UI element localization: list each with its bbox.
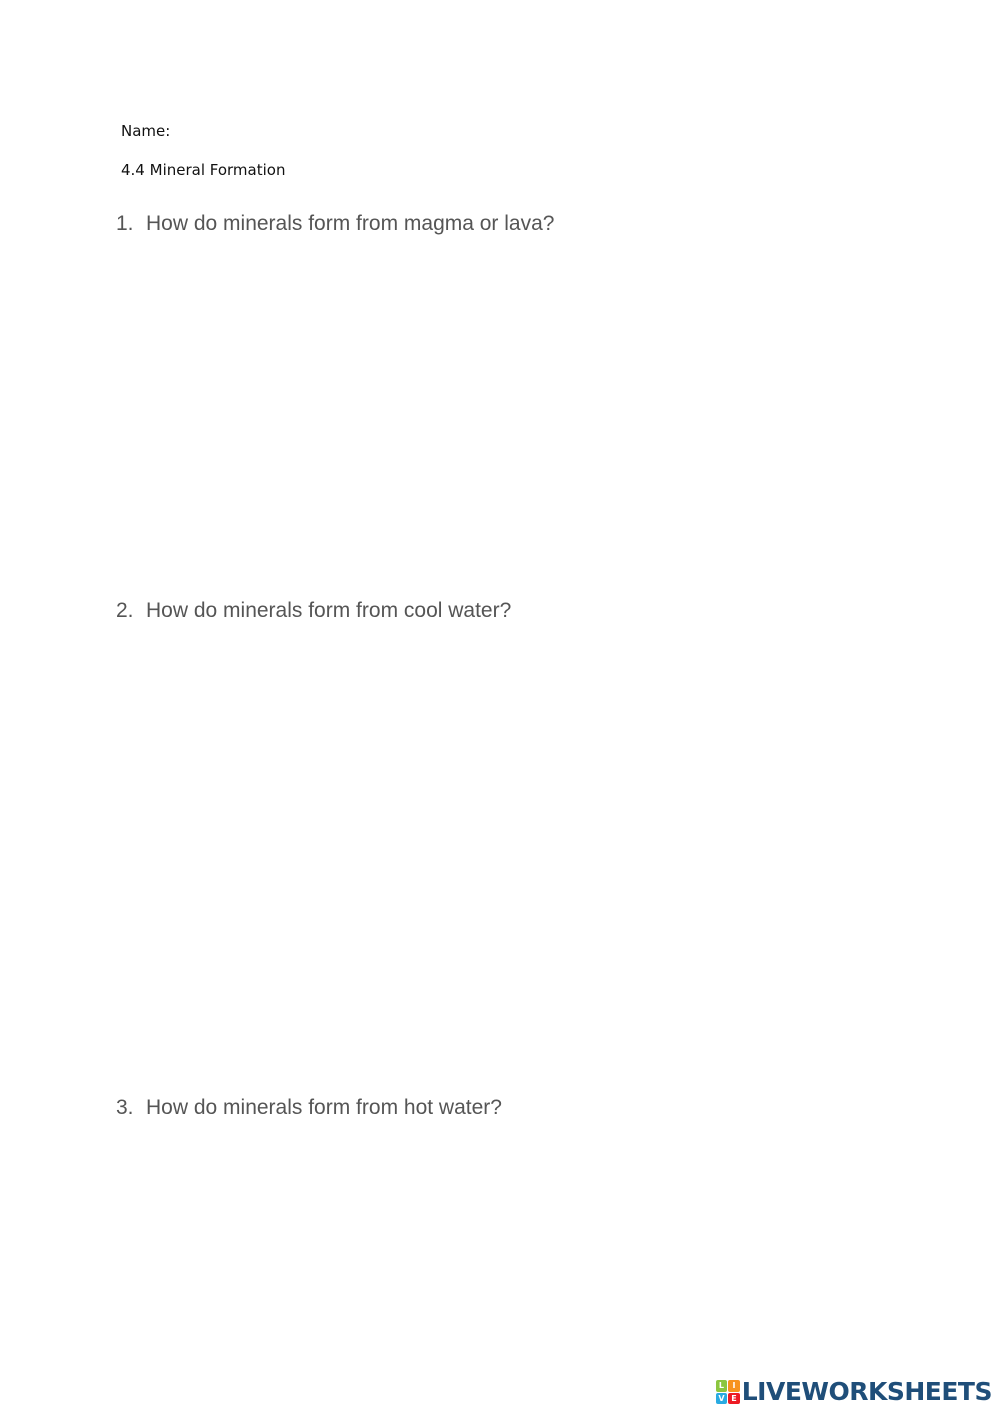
question-number: 3. xyxy=(116,1096,134,1119)
question-number: 2. xyxy=(116,599,134,622)
liveworksheets-logo-icon xyxy=(716,1380,740,1404)
answer-area-1[interactable] xyxy=(116,250,886,580)
logo-letter-l: L xyxy=(716,1380,728,1392)
question-number: 1. xyxy=(116,212,134,235)
question-text: How do minerals form from magma or lava? xyxy=(146,212,555,235)
question-1 xyxy=(116,211,554,237)
worksheet-title: 4.4 Mineral Formation xyxy=(121,161,286,179)
answer-area-2[interactable] xyxy=(116,640,886,1070)
question-text: How do minerals form from cool water? xyxy=(146,599,512,622)
brand-wordmark: LIVEWORKSHEETS xyxy=(741,1377,992,1406)
logo-letter-i: I xyxy=(728,1380,740,1392)
answer-area-3[interactable] xyxy=(116,1135,886,1365)
question-2 xyxy=(116,598,511,624)
logo-letter-e: E xyxy=(728,1393,740,1405)
liveworksheets-brand xyxy=(716,1379,992,1405)
logo-letter-v: V xyxy=(716,1393,728,1405)
question-3 xyxy=(116,1095,502,1121)
question-text: How do minerals form from hot water? xyxy=(146,1096,502,1119)
name-label: Name: xyxy=(121,122,171,140)
